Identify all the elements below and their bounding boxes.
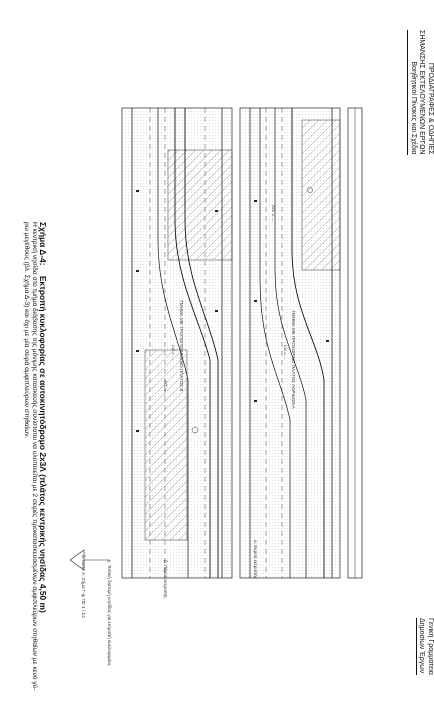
- document-header-right: [408, 30, 434, 155]
- station-b-label: Α/Σ = ...: [163, 380, 168, 397]
- panel-a-label: α. Εκροή εκτροπής: [253, 540, 258, 579]
- caption-body-line1: Η κεντρική νησίδα στο τμήμα διάβασης της μόνιμης κατασκευής συνίσταται να υλοποιείται με 2 σειρές προκατασκευασμένων αμφιπλεύρων στηθαίων με κενό γύ-: [31, 222, 38, 691]
- detail-a-label: δ. Λεπτ. Α: Σήμα Γ-ψ ΠΣ-1 / Σ2: [81, 555, 86, 618]
- length-a-label: Lw = ...: [283, 345, 288, 360]
- length-b-label: Lw = ...: [171, 345, 176, 360]
- caption-title-row: [38, 222, 48, 690]
- traffic-diversion-drawing: [70, 80, 370, 610]
- panel-b-road: [122, 108, 232, 578]
- caption-label: Σχήμα Δ-4:: [38, 222, 48, 266]
- panel-b-label: β. Πέρας εκτροπής: [163, 560, 168, 599]
- header-signage-title: ΣΗΜΑΝΣΗΣ ΕΚΤΕΛΟΥΜΕΝΩΝ ΕΡΓΩΝ: [418, 30, 426, 155]
- panel-a-road: [240, 108, 340, 578]
- header-section-title: Βοηθητικοί Πίνακες και Σχέδια: [408, 30, 418, 155]
- panel-c-label: γ. Τυπική διατομή νησίδας για εκτροπή κυκλοφορίας: [107, 560, 112, 666]
- station-a-label: Α/Σ = ...: [271, 205, 276, 222]
- header-org-line1: Γενική Γραμματεία: [427, 618, 434, 675]
- header-org-line2: Δημοσίων Έργων: [416, 618, 426, 675]
- document-header-left: [416, 618, 434, 675]
- caption-title: Εκτροπή κυκλοφορίας σε αυτοκινητόδρομο 2x3Λ (πλάτος κεντρικής νησίδας 4,50 m): [38, 275, 48, 613]
- figure-caption: [22, 222, 48, 690]
- panel-c-cross-section: [348, 108, 362, 578]
- header-spec-title: ΠΡΟΔΙΑΓΡΑΦΕΣ & ΟΔΗΓΙΕΣ: [427, 62, 434, 155]
- caption-body-line2: ρω μεγέθους (βλ. Σχήμα Δ-3) και όχι με μία σειρά αμφιπλεύρων στηθαίων.: [23, 222, 30, 439]
- dimension-b-label: ΤΜΗΜΑ ΜΕ ΤΡΟΠΟΠΟΙΗΜΕΝΟ ΠΛΑΤΟΣ Β: [179, 300, 184, 392]
- detail-a-symbol: [70, 550, 110, 570]
- dimension-a-label: ΤΜΗΜΑ ΜΕ ΠΡΟΣΩΡΙΝΟ ΠΛΑΤΟΣ ΛΩΡΙΔΩΝ Α: [291, 310, 296, 409]
- panel-a-hatch: [302, 120, 340, 270]
